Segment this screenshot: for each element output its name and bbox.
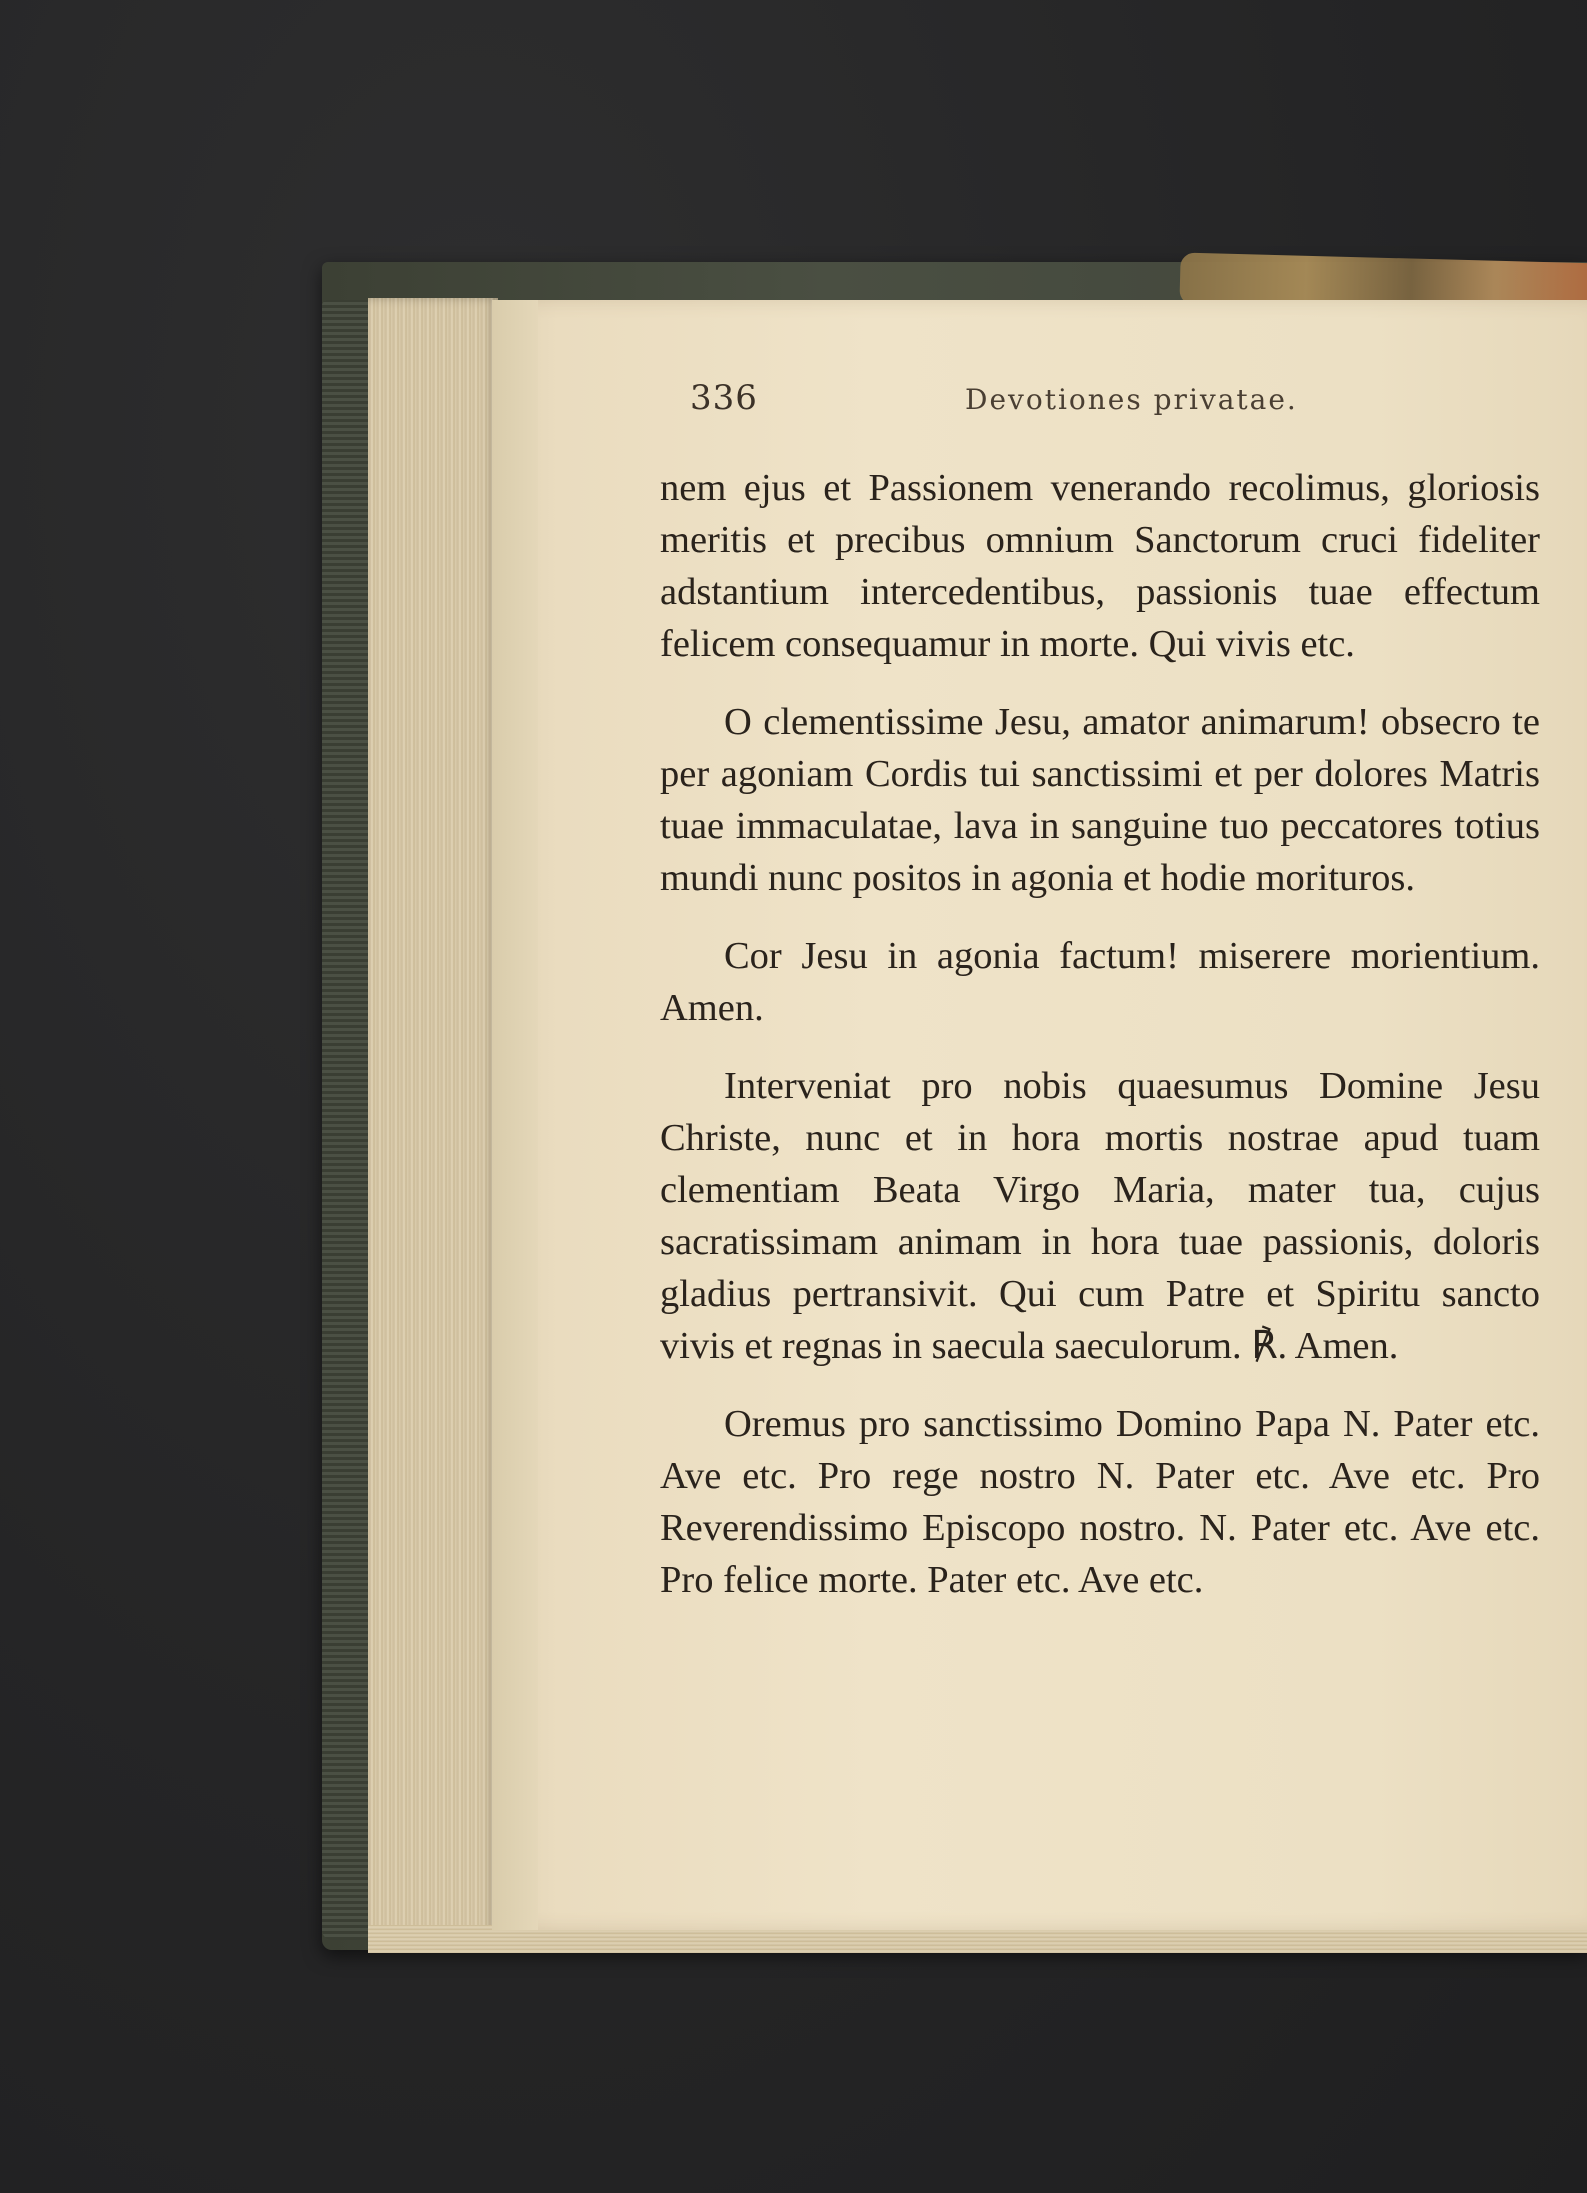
paragraph-cor-jesu: Cor Jesu in agonia factum! miserere morientium. Amen. <box>660 935 1540 1029</box>
paragraph-interveniat: Interveniat pro nobis quaesumus Domine Jesu Christe, nunc et in hora mortis nostrae apud tuam clementiam Beata Virgo Maria, mater tua, cujus sacratissimam animam in hora tuae passionis, doloris gladius pertransivit. Qui cum Patre et Spiritu sancto vivis et regnas in saecula saeculorum. ℟. Amen. <box>660 1065 1540 1367</box>
page-gutter <box>492 300 538 1930</box>
paragraph-oremus: Oremus pro sanctissimo Domino Papa N. Pater etc. Ave etc. Pro rege nostro N. Pater etc. Ave etc. Pro Reverendissimo Episcopo nostro. N. Pater etc. Ave etc. Pro felice morte. Pater etc. Ave etc. <box>660 1403 1540 1601</box>
page-stack-edges <box>368 298 498 1938</box>
page-body <box>660 462 1540 1632</box>
running-head: Devotiones privatae. <box>965 383 1298 416</box>
paragraph-continuation: nem ejus et Passionem venerando recolimus, gloriosis meritis et precibus omnium Sanctorum cruci fideliter adstantium intercedentibus, passionis tuae effectum felicem consequamur in morte. Qui vivis etc. <box>660 467 1540 665</box>
paragraph-prayer-jesu: O clementissime Jesu, amator animarum! obsecro te per agoniam Cordis tui sanctissimi et per dolores Matris tuae immaculatae, lava in sanguine tuo peccatores totius mundi nunc positos in agonia et hodie morituros. <box>660 701 1540 899</box>
page-header <box>690 378 1580 428</box>
page-number: 336 <box>690 378 758 418</box>
